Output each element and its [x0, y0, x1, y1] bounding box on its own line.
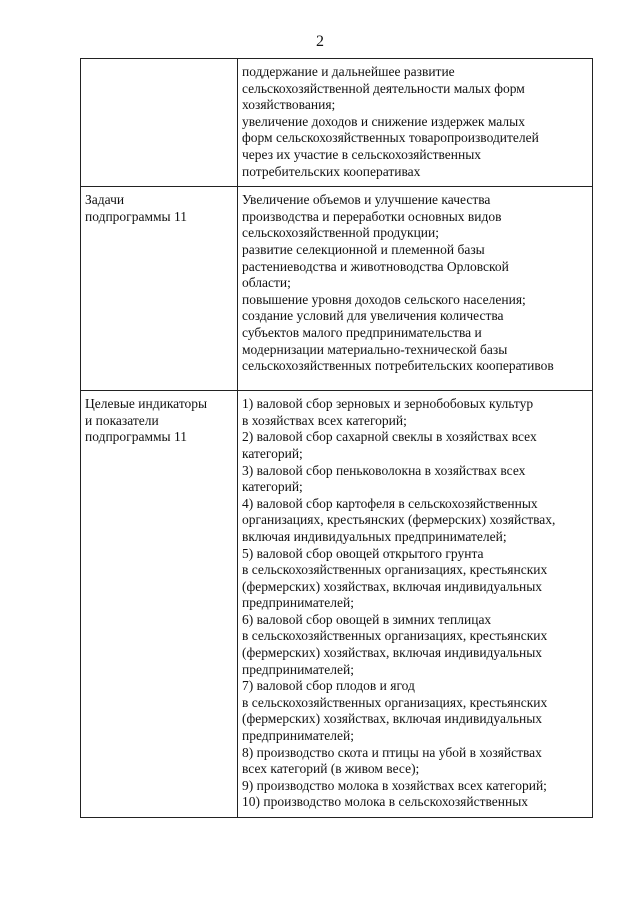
content-line: (фермерских) хозяйствах, включая индивидуальных	[242, 645, 543, 661]
label-cell-empty	[81, 59, 238, 187]
content-line: субъектов малого предпринимательства и	[242, 324, 482, 340]
content-line: 10) производство молока в сельскохозяйственных	[242, 794, 529, 810]
label-line: подпрограммы 11	[85, 208, 187, 224]
content-line: потребительских кооперативах	[242, 163, 421, 179]
label-line: Целевые индикаторы	[85, 396, 208, 412]
content-line: 4) валовой сбор картофеля в сельскохозяйственных	[242, 495, 538, 511]
content-line: предпринимателей;	[242, 661, 354, 677]
content-line: сельскохозяйственной продукции;	[242, 225, 439, 241]
label-cell-tasks	[81, 187, 238, 391]
content-line: создание условий для увеличения количества	[242, 308, 504, 324]
content-cell-indicators	[238, 391, 593, 818]
label-line: и показатели	[85, 412, 159, 428]
content-line: сельскохозяйственных потребительских кооперативов	[242, 358, 554, 374]
content-line: 6) валовой сбор овощей в зимних теплицах	[242, 611, 492, 627]
table-row-indicators	[81, 391, 593, 818]
label-line: Задачи	[85, 192, 125, 208]
content-line: через их участие в сельскохозяйственных	[242, 146, 482, 162]
content-line: хозяйствования;	[242, 97, 336, 113]
content-line: 8) производство скота и птицы на убой в хозяйствах	[242, 744, 542, 760]
content-line: Увеличение объемов и улучшение качества	[242, 192, 491, 208]
content-line: 3) валовой сбор пеньковолокна в хозяйствах всех	[242, 462, 526, 478]
content-line: производства и переработки основных видов	[242, 208, 502, 224]
content-line: всех категорий (в живом весе);	[242, 761, 420, 777]
content-line: включая индивидуальных предпринимателей;	[242, 528, 507, 544]
content-line: области;	[242, 275, 291, 291]
content-line: 2) валовой сбор сахарной свеклы в хозяйствах всех	[242, 429, 537, 445]
subprogram-passport-table	[80, 58, 593, 818]
content-line: растениеводства и животноводства Орловской	[242, 258, 509, 274]
content-line: повышение уровня доходов сельского населения;	[242, 291, 526, 307]
content-line: 5) валовой сбор овощей открытого грунта	[242, 545, 484, 561]
content-line: в сельскохозяйственных организациях, крестьянских	[242, 628, 548, 644]
table-row-goals-continued	[81, 59, 593, 187]
content-line: развитие селекционной и племенной базы	[242, 241, 485, 257]
content-line: сельскохозяйственной деятельности малых форм	[242, 80, 525, 96]
content-line: модернизации материально-технической базы	[242, 341, 508, 357]
content-line: предпринимателей;	[242, 728, 354, 744]
content-line: форм сельскохозяйственных товаропроизводителей	[242, 130, 539, 146]
content-line: поддержание и дальнейшее развитие	[242, 64, 455, 79]
content-line: категорий;	[242, 445, 303, 461]
content-line: (фермерских) хозяйствах, включая индивидуальных	[242, 711, 543, 727]
content-line: 1) валовой сбор зерновых и зернобобовых культур	[242, 396, 534, 412]
content-line: в хозяйствах всех категорий;	[242, 412, 407, 428]
content-line: в сельскохозяйственных организациях, крестьянских	[242, 562, 548, 578]
content-line: увеличение доходов и снижение издержек малых	[242, 113, 525, 129]
content-line: категорий;	[242, 479, 303, 495]
label-line: подпрограммы 11	[85, 429, 187, 445]
content-line: организациях, крестьянских (фермерских) хозяйствах,	[242, 512, 556, 528]
content-line: в сельскохозяйственных организациях, крестьянских	[242, 694, 548, 710]
content-cell-goals	[238, 59, 593, 187]
table-row-tasks	[81, 187, 593, 391]
content-line: (фермерских) хозяйствах, включая индивидуальных	[242, 578, 543, 594]
content-cell-tasks	[238, 187, 593, 391]
content-line: 7) валовой сбор плодов и ягод	[242, 678, 415, 694]
page-number: 2	[316, 33, 324, 50]
content-line: 9) производство молока в хозяйствах всех категорий;	[242, 777, 547, 793]
label-cell-indicators	[81, 391, 238, 818]
content-line: предпринимателей;	[242, 595, 354, 611]
